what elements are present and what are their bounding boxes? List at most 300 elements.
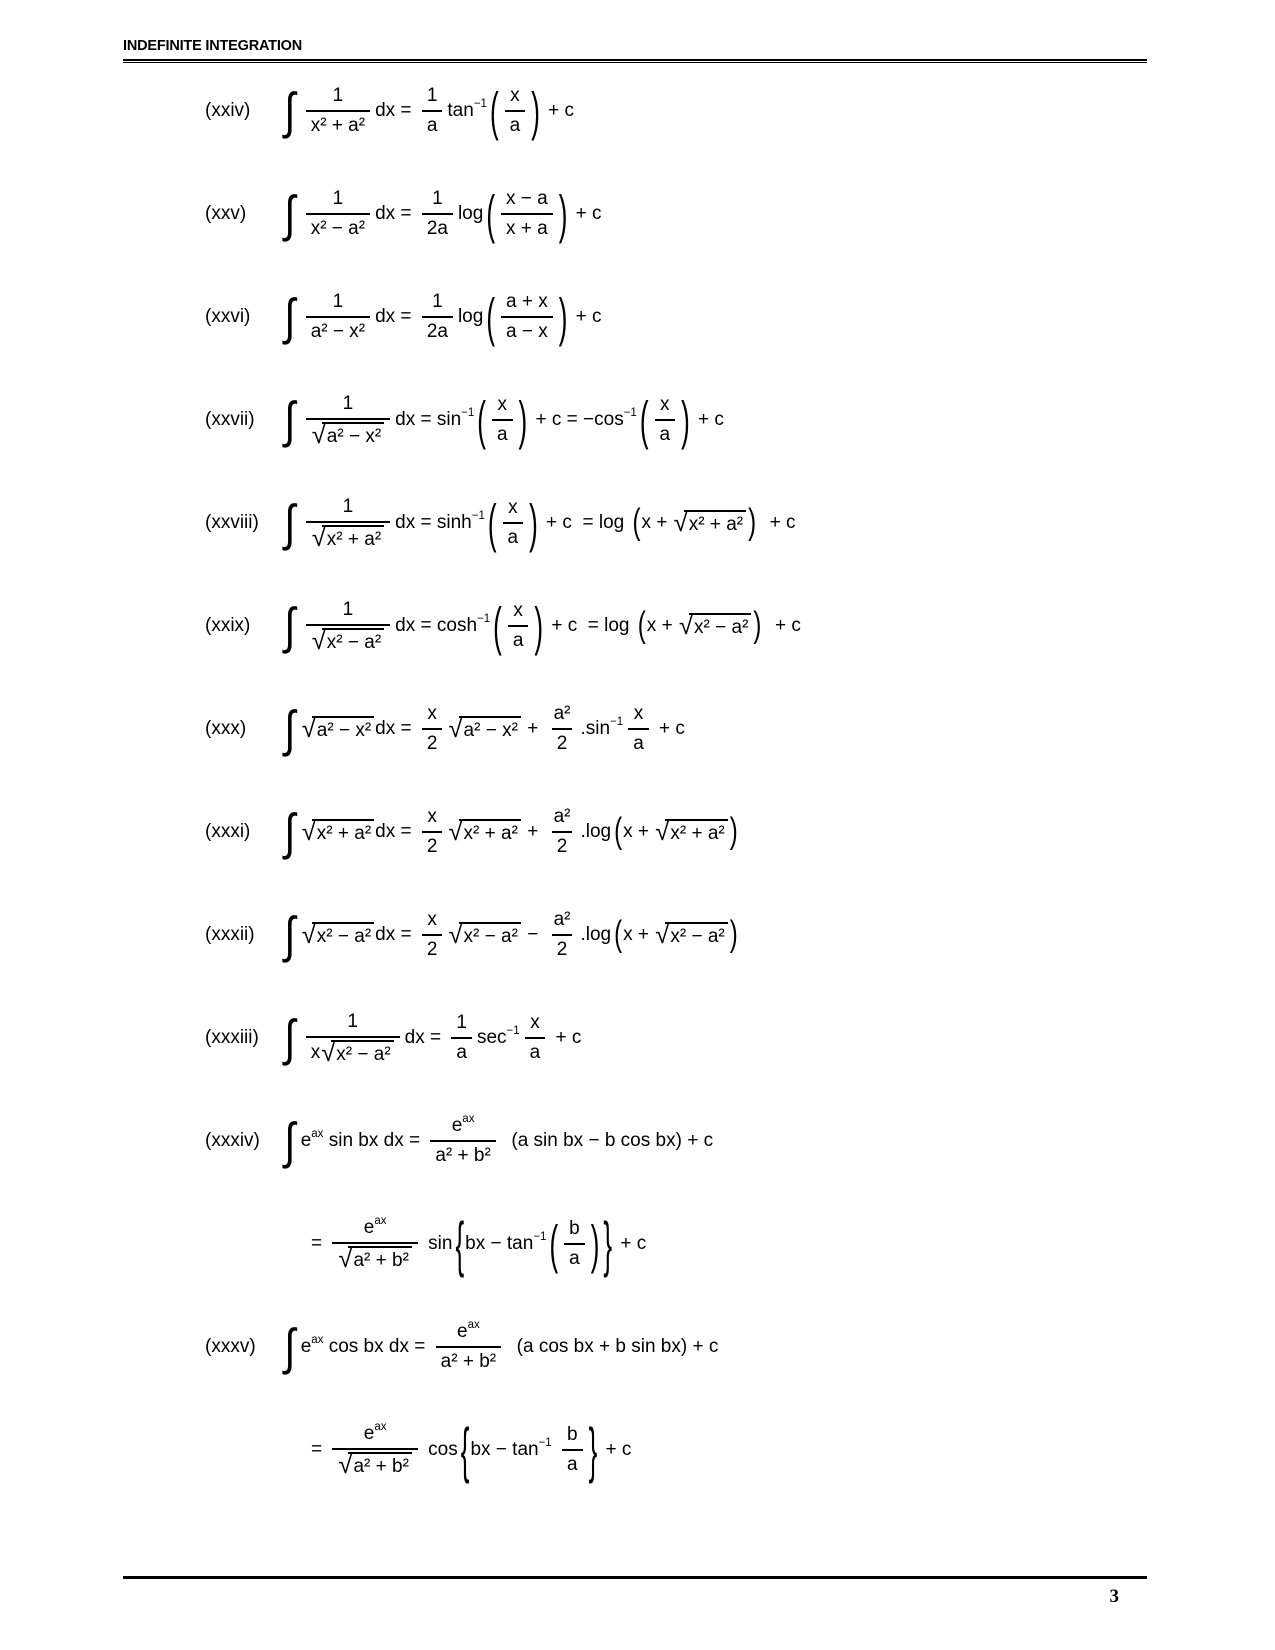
fraction-denominator <box>508 625 529 653</box>
superscript: −1 <box>610 716 624 728</box>
fraction-numerator <box>505 84 525 110</box>
math-text: x + <box>641 512 673 534</box>
math-text: + c <box>692 409 724 431</box>
math-text: a <box>509 115 521 136</box>
page-footer <box>123 1576 1147 1608</box>
radicand <box>459 716 521 743</box>
math-text: + c <box>759 512 796 534</box>
fraction-numerator <box>655 393 675 419</box>
formula-row <box>205 1001 1235 1075</box>
fraction-numerator <box>447 1114 480 1140</box>
fraction-numerator <box>525 1011 545 1037</box>
fraction-denominator <box>436 1346 501 1374</box>
radical-sign: √ <box>678 611 694 640</box>
fraction-numerator <box>549 908 576 934</box>
math-text: x <box>427 909 437 931</box>
radicand <box>665 922 727 949</box>
close-bracket: ) <box>681 389 690 451</box>
math-text: a² + b² <box>435 1145 491 1166</box>
superscript: ax <box>311 1128 324 1140</box>
fraction-denominator <box>422 110 443 138</box>
radical-sign: √ <box>655 817 670 846</box>
math-text: + <box>521 718 544 740</box>
bracket-content <box>647 613 753 640</box>
fraction-denominator <box>628 728 649 756</box>
radicand <box>312 819 374 846</box>
math-text: dx = sin <box>395 409 462 431</box>
math-text: 1 <box>456 1012 467 1034</box>
bracket-group <box>487 492 539 554</box>
math-text: 2 <box>426 836 438 857</box>
fraction-numerator <box>338 392 359 418</box>
sqrt <box>448 716 520 743</box>
math-text: e <box>451 1115 463 1137</box>
superscript: −1 <box>506 1025 520 1037</box>
math-text: x + <box>623 821 655 843</box>
math-text: + c = −cos <box>530 409 624 431</box>
bracket-group <box>548 1213 600 1275</box>
radicand <box>322 628 384 655</box>
fraction <box>306 1010 400 1067</box>
math-text: 2 <box>556 733 568 754</box>
formula-row <box>205 280 1235 354</box>
math-text: dx = cosh <box>395 615 478 637</box>
fraction-denominator <box>552 831 573 859</box>
fraction <box>492 393 513 447</box>
fraction <box>430 1114 495 1168</box>
close-bracket: } <box>588 1414 598 1486</box>
sqrt <box>338 1452 412 1479</box>
math-text: dx = <box>375 821 417 843</box>
superscript: −1 <box>461 407 475 419</box>
fraction-denominator <box>332 1242 418 1273</box>
fraction-numerator <box>422 805 442 831</box>
open-bracket: ( <box>639 389 649 451</box>
formula-expression <box>283 1010 581 1067</box>
fraction <box>332 1216 418 1273</box>
close-bracket: } <box>603 1208 613 1280</box>
header-rule <box>123 59 1147 63</box>
math-text: x <box>633 703 644 725</box>
bracket-content <box>500 84 531 138</box>
fraction-numerator <box>422 908 442 934</box>
bracket-group <box>460 1414 599 1486</box>
bracket-group <box>454 1208 613 1280</box>
radical-sign: √ <box>301 817 316 846</box>
formula-label: (xxx) <box>205 718 247 739</box>
formula-row <box>205 486 1235 560</box>
fraction-denominator <box>332 1448 418 1479</box>
math-text: x² + a² <box>316 822 372 844</box>
sqrt <box>338 1246 412 1273</box>
math-text: .log <box>580 821 612 843</box>
fraction-denominator <box>552 728 573 756</box>
math-text: x <box>427 703 437 725</box>
bracket-group <box>613 914 739 955</box>
fraction-numerator <box>427 290 448 316</box>
formula-row <box>205 795 1235 869</box>
math-text: (a sin bx − b cos bx) + c <box>500 1130 714 1152</box>
fraction-denominator <box>492 419 513 447</box>
bracket-group <box>485 286 568 348</box>
math-text: x² + a² <box>670 822 725 844</box>
integral-sign: ∫ <box>284 906 296 963</box>
math-text: e <box>300 1130 312 1152</box>
integral-sign: ∫ <box>284 185 296 242</box>
math-text: 1 <box>432 188 443 210</box>
integral-sign: ∫ <box>284 82 296 139</box>
math-text: x² − a² <box>316 925 372 947</box>
bracket-group <box>492 595 544 657</box>
math-text: a² + b² <box>353 1249 409 1271</box>
fraction-numerator <box>549 702 576 728</box>
fraction <box>422 290 453 344</box>
math-text: a² − x² <box>463 719 518 741</box>
math-text: + c <box>615 1233 647 1255</box>
open-bracket: ( <box>489 80 499 142</box>
math-text: sin <box>422 1233 453 1255</box>
math-text: sin bx dx = <box>323 1130 426 1152</box>
open-bracket: ( <box>632 502 641 543</box>
fraction-denominator <box>306 624 390 655</box>
fraction <box>525 1011 546 1065</box>
close-bracket: ) <box>748 502 757 543</box>
superscript: −1 <box>623 407 637 419</box>
close-bracket: ) <box>529 492 538 554</box>
open-bracket: ( <box>477 389 486 451</box>
formula-label: (xxxv) <box>205 1336 256 1357</box>
close-bracket: ) <box>518 389 528 451</box>
math-text: 1 <box>342 392 354 414</box>
radicand <box>348 1246 411 1273</box>
fraction <box>501 290 553 344</box>
radical-sign: √ <box>338 1244 353 1273</box>
superscript: −1 <box>477 613 491 625</box>
integral-sign: ∫ <box>284 1009 296 1066</box>
fraction-numerator <box>338 598 359 624</box>
math-text: x² − a² <box>336 1043 391 1065</box>
close-bracket: ) <box>753 605 762 646</box>
integral-sign: ∫ <box>284 1318 296 1375</box>
math-text: dx = <box>375 203 417 225</box>
bracket-content <box>559 1217 590 1271</box>
math-text: b <box>569 1218 580 1240</box>
fraction <box>451 1011 472 1065</box>
math-text: − <box>521 924 544 946</box>
math-text: a <box>507 527 519 548</box>
bracket-content <box>642 510 748 537</box>
radicand <box>348 1452 411 1479</box>
sqrt <box>302 922 374 949</box>
fraction <box>306 495 390 552</box>
fraction-numerator <box>452 1320 485 1346</box>
math-text: x² − a² <box>310 218 366 239</box>
formula-row <box>205 898 1235 972</box>
fraction-numerator <box>338 495 359 521</box>
fraction-denominator <box>655 419 676 447</box>
formula-expression <box>311 1208 647 1280</box>
fraction-numerator <box>427 187 448 213</box>
fraction-numerator <box>503 496 523 522</box>
fraction-numerator <box>562 1423 583 1449</box>
fraction-numerator <box>451 1011 472 1037</box>
open-bracket: ( <box>549 1213 559 1275</box>
math-text <box>552 1438 557 1462</box>
fraction-numerator <box>549 805 576 831</box>
fraction-denominator <box>422 831 443 859</box>
formula-label: (xxix) <box>205 615 251 636</box>
fraction <box>562 1423 583 1477</box>
math-text: 1 <box>347 1010 358 1032</box>
math-text: a + x <box>505 291 548 313</box>
fraction-denominator <box>430 1140 495 1168</box>
radicand <box>665 819 727 846</box>
math-text: a² + b² <box>440 1351 497 1372</box>
fraction-denominator <box>552 934 573 962</box>
bracket-content <box>470 1423 587 1477</box>
bracket-content <box>487 393 518 447</box>
math-text: 1 <box>432 291 443 313</box>
math-text: dx = <box>375 100 417 122</box>
formula-expression <box>283 492 796 554</box>
fraction-denominator <box>562 1449 583 1477</box>
math-text: a <box>529 1042 541 1063</box>
math-text: .sin <box>580 718 611 740</box>
close-bracket: ) <box>558 183 568 245</box>
close-bracket: ) <box>590 1213 600 1275</box>
math-text: x² − a² <box>326 631 382 653</box>
math-text: log <box>457 203 484 225</box>
math-text: a² <box>553 806 571 828</box>
radicand <box>459 922 521 949</box>
superscript: −1 <box>533 1231 547 1243</box>
fraction-denominator <box>501 316 553 344</box>
bracket-content <box>503 599 534 653</box>
radical-sign: √ <box>448 714 463 743</box>
radical-sign: √ <box>655 920 670 949</box>
superscript: ax <box>311 1334 324 1346</box>
math-text: = <box>311 1439 328 1461</box>
math-text: 2 <box>556 939 568 960</box>
radicand <box>684 510 746 537</box>
bracket-group <box>485 183 568 245</box>
radicand <box>331 1040 393 1067</box>
math-text: bx − tan <box>470 1439 539 1461</box>
formula-expression <box>283 595 801 657</box>
fraction-numerator <box>501 187 553 213</box>
fraction-denominator <box>525 1037 546 1065</box>
math-text: dx = <box>375 718 417 740</box>
math-text: a <box>659 424 671 445</box>
sqrt <box>679 613 751 640</box>
math-text: (a cos bx + b sin bx) + c <box>506 1336 719 1358</box>
footer-rule <box>123 1576 1147 1579</box>
radical-sign: √ <box>311 420 326 449</box>
formula-row <box>205 589 1235 663</box>
formula-row <box>205 383 1235 457</box>
formula-expression <box>283 389 724 451</box>
bracket-group <box>632 502 758 543</box>
math-text: x <box>497 394 507 416</box>
math-text: e <box>363 1422 375 1444</box>
math-text: a² <box>553 703 571 725</box>
formula-label: (xxvi) <box>205 306 251 327</box>
math-text: 2 <box>426 939 438 960</box>
math-text: a <box>512 630 524 651</box>
superscript: −1 <box>471 510 485 522</box>
open-bracket: ( <box>493 595 502 657</box>
math-text: x² + a² <box>326 528 382 550</box>
integral-sign: ∫ <box>284 494 296 551</box>
bracket-group <box>637 605 763 646</box>
bracket-content <box>623 819 729 846</box>
math-text: x − a <box>505 188 548 210</box>
radicand <box>312 922 374 949</box>
math-text: x² − a² <box>694 616 749 638</box>
bracket-content <box>496 290 558 344</box>
math-text: dx = <box>375 306 417 328</box>
math-text: 1 <box>342 598 354 620</box>
math-text: a² + b² <box>353 1455 409 1477</box>
formula-label: (xxxii) <box>205 924 255 945</box>
math-text: x <box>310 1042 321 1063</box>
open-bracket: ( <box>486 286 495 348</box>
math-text: bx − tan <box>465 1233 534 1255</box>
integral-sign: ∫ <box>284 391 296 448</box>
math-text: + <box>521 821 544 843</box>
open-bracket: ( <box>614 914 623 955</box>
open-bracket: ( <box>637 605 646 646</box>
sqrt <box>448 819 520 846</box>
bracket-content <box>465 1213 602 1275</box>
math-text: log <box>457 306 484 328</box>
radical-sign: √ <box>301 920 316 949</box>
math-text: + c <box>764 615 801 637</box>
radical-sign: √ <box>311 626 326 655</box>
math-text: a² − x² <box>316 719 372 741</box>
formula-expression <box>283 1114 713 1168</box>
radicand <box>322 525 384 552</box>
fraction-numerator <box>422 702 442 728</box>
fraction-denominator <box>564 1243 585 1271</box>
math-text: x <box>530 1012 540 1034</box>
fraction-denominator <box>306 1036 400 1067</box>
sqrt <box>655 819 727 846</box>
fraction-denominator <box>422 728 443 756</box>
radical-sign: √ <box>448 920 463 949</box>
page-header <box>123 38 1147 63</box>
math-text: a² <box>553 909 571 931</box>
fraction <box>332 1422 418 1479</box>
math-text: a <box>569 1248 580 1269</box>
page-number: 3 <box>1109 1586 1119 1607</box>
formula-row <box>205 692 1235 766</box>
open-bracket: ( <box>614 811 623 852</box>
formula-list <box>205 74 1235 1516</box>
radicand <box>459 819 521 846</box>
formula-label: (xxxi) <box>205 821 251 842</box>
fraction-denominator <box>501 213 553 241</box>
sqrt <box>655 922 727 949</box>
fraction-denominator <box>422 934 443 962</box>
integral-sign: ∫ <box>284 1112 296 1169</box>
superscript: −1 <box>473 98 487 110</box>
sqrt <box>448 922 520 949</box>
fraction <box>549 702 576 756</box>
math-text: dx = <box>404 1027 447 1049</box>
math-text: = <box>311 1233 328 1255</box>
fraction <box>306 598 390 655</box>
math-text: x² − a² <box>670 925 725 947</box>
sqrt <box>312 525 384 552</box>
math-text: a <box>456 1042 467 1063</box>
fraction-denominator <box>306 521 390 552</box>
math-text: b <box>567 1424 578 1446</box>
math-text: 2 <box>556 836 568 857</box>
math-text: a² − x² <box>326 425 382 447</box>
integral-sign: ∫ <box>284 700 296 757</box>
formula-row <box>205 1413 1235 1487</box>
math-text: cos bx dx = <box>323 1336 431 1358</box>
fraction <box>503 496 524 550</box>
math-text: tan <box>447 100 474 122</box>
formula-expression <box>283 805 741 859</box>
radical-sign: √ <box>448 817 463 846</box>
close-bracket: ) <box>729 811 738 852</box>
formula-expression <box>283 1320 718 1374</box>
sqrt <box>312 422 384 449</box>
fraction-denominator <box>503 522 524 550</box>
formula-row <box>205 1104 1235 1178</box>
fraction-denominator <box>422 213 453 241</box>
radical-sign: √ <box>301 714 316 743</box>
fraction-numerator <box>359 1216 392 1242</box>
fraction-numerator <box>342 1010 363 1036</box>
math-text: x + <box>623 924 655 946</box>
formula-expression <box>283 702 685 756</box>
formula-label: (xxviii) <box>205 512 259 533</box>
fraction-numerator <box>564 1217 585 1243</box>
math-text: + c <box>600 1439 632 1461</box>
fraction-denominator <box>505 110 526 138</box>
math-text: x <box>513 600 523 622</box>
fraction <box>306 290 370 344</box>
superscript: ax <box>374 1214 387 1227</box>
page-title: INDEFINITE INTEGRATION <box>123 38 302 54</box>
math-text: 1 <box>332 188 344 210</box>
math-text: x <box>510 85 520 107</box>
fraction <box>422 702 443 756</box>
open-bracket: { <box>455 1208 465 1280</box>
math-text: + c = log <box>540 512 630 534</box>
fraction-denominator <box>306 316 370 344</box>
math-text: 1 <box>332 291 344 313</box>
math-text: a − x <box>505 321 548 342</box>
fraction <box>505 84 526 138</box>
formula-label: (xxv) <box>205 203 247 224</box>
math-text: + c <box>570 306 602 328</box>
fraction-numerator <box>359 1422 392 1448</box>
math-text: 2a <box>426 321 448 342</box>
fraction-denominator <box>306 213 370 241</box>
math-text: e <box>457 1321 468 1343</box>
formula-label: (xxvii) <box>205 409 255 430</box>
superscript: ax <box>462 1113 475 1126</box>
math-text: 2a <box>426 218 448 239</box>
math-text: .log <box>580 924 612 946</box>
radical-sign: √ <box>311 523 326 552</box>
fraction <box>655 393 676 447</box>
